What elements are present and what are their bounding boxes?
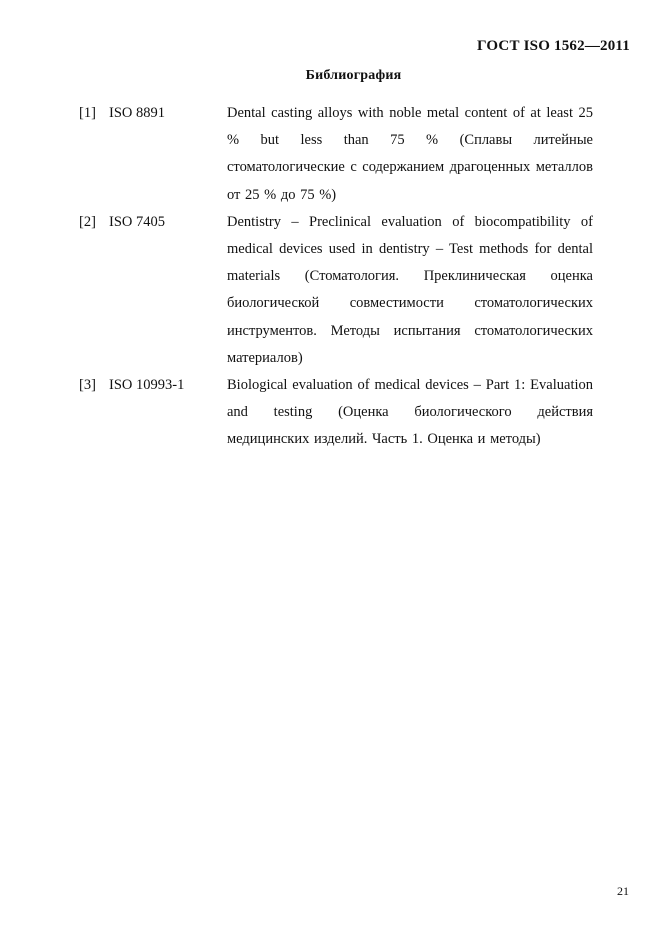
bibliography-entry — [0, 209, 661, 372]
entry-number: [1] — [79, 105, 96, 121]
entry-number: [2] — [79, 213, 96, 230]
entry-description: Biological evaluation of medical devices – Part 1: Evaluation and testing (Оценка биологического действия медицинских изделий. Часть 1. Оценка и методы) — [227, 377, 593, 448]
bibliography-list — [0, 100, 661, 454]
entry-description: Dentistry – Preclinical evaluation of biocompatibility of medical devices used in dentistry – Test methods for dental materials (Стоматология. Преклиническая оценка биологической совместимости стоматологических инструментов. Методы испытания стоматологических материалов) — [227, 213, 593, 366]
entry-description: Dental casting alloys with noble metal content of at least 25 % but less than 75 % (Сплавы литейные стоматологические с содержанием драгоценных металлов от 25 % до 75 %) — [227, 105, 593, 203]
entry-standard-code: ISO 8891 — [109, 105, 165, 121]
entry-standard-code: ISO 7405 — [109, 213, 165, 230]
standard-code-header: ГОСТ ISO 1562—2011 — [477, 38, 630, 54]
entry-number: [3] — [79, 377, 96, 394]
page-title: Библиография — [305, 68, 402, 83]
bibliography-entry — [0, 100, 661, 209]
entry-standard-code: ISO 10993-1 — [109, 377, 185, 394]
bibliography-entry — [0, 372, 661, 454]
page-number: 21 — [617, 884, 629, 898]
